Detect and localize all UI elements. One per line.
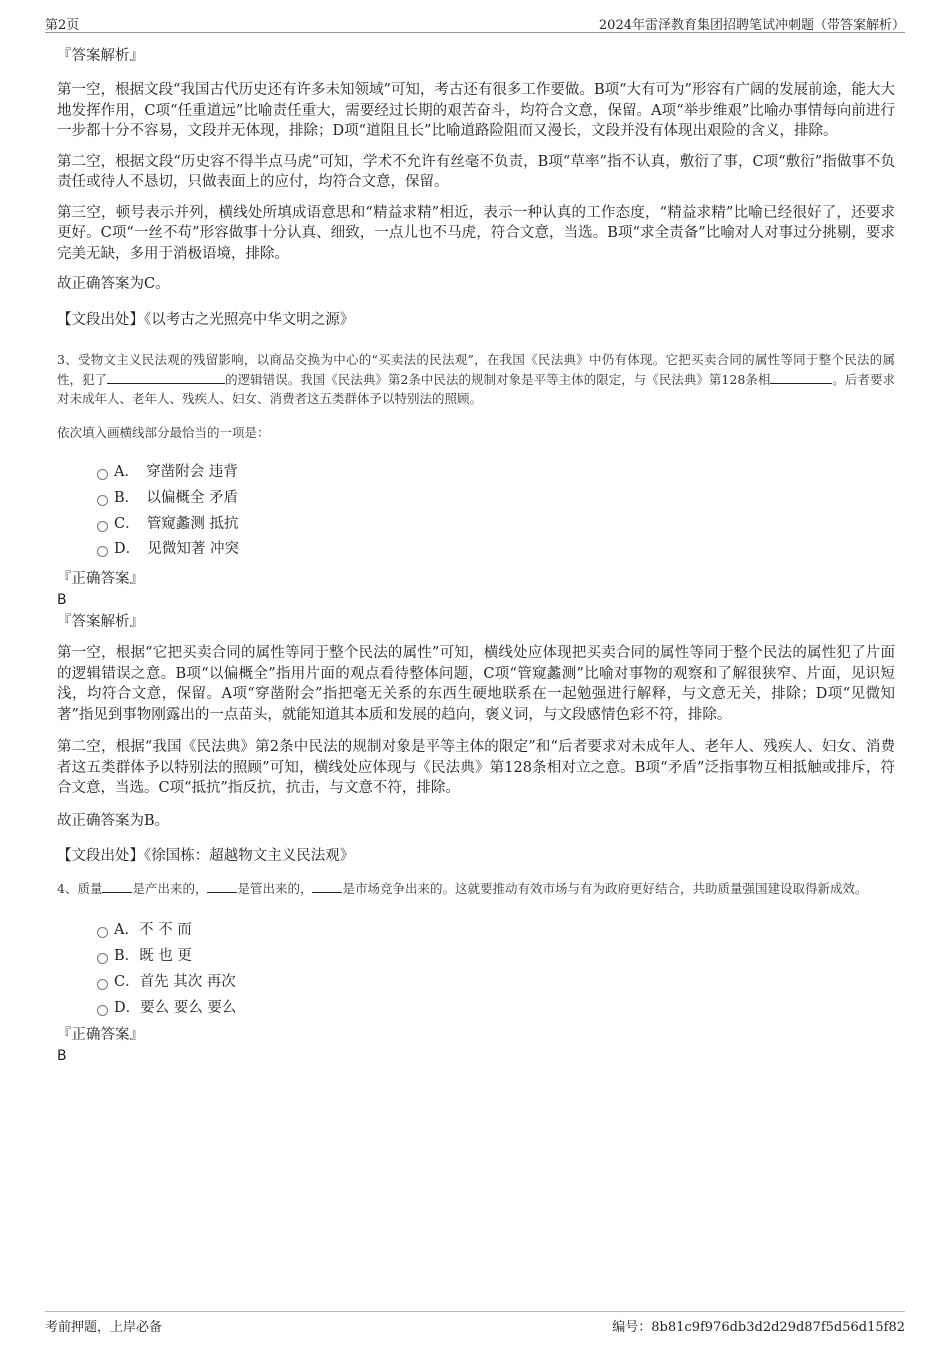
analysis-paragraph: 第二空，根据“我国《民法典》第2条中民法的规制对象是平等主体的限定”和“后者要求对未成年人、老年人、残疾人、妇女、消费者这五类群体予以特别法的照顾”可知，横线处应体现与《民法典》第128条相对立之意。B项“矛盾”泛指事物互相抵触或排斥，符合文意，当选。C项“抵抗”指反抗，抗击，与文意不符，排除。 bbox=[57, 739, 895, 797]
document-title: 2024年雷泽教育集团招聘笔试冲刺题（带答案解析） bbox=[598, 18, 905, 33]
source-citation: 【文段出处】《徐国栋：超越物文主义民法观》 bbox=[57, 848, 355, 865]
analysis-paragraph: 第一空，根据文段“我国古代历史还有许多未知领域”可知，考古还有很多工作要做。B项“大有可为”形容有广阔的发展前途，能大大地发挥作用，C项“任重道远”比喻责任重大，需要经过长期的艰苦奋斗，均符合文意，保留。A项“举步维艰”比喻办事情每向前进行一步都十分不容易，文段并无体现，排除；D项“道阻且长”比喻道路险阻而又漫长，文段并没有体现出艰险的含义，排除。 bbox=[57, 82, 895, 139]
source-citation: 【文段出处】《以考古之光照亮中华文明之源》 bbox=[57, 311, 355, 328]
option-c[interactable]: C． 管窥蠡测 抵抗 bbox=[57, 512, 895, 538]
options-list bbox=[57, 918, 895, 1021]
option-d[interactable]: D． 见微知著 冲突 bbox=[57, 537, 895, 563]
answer-blank bbox=[102, 880, 132, 893]
option-b[interactable]: B． 以偏概全 矛盾 bbox=[57, 486, 895, 512]
radio-icon[interactable] bbox=[97, 546, 108, 557]
answer-blank bbox=[770, 371, 832, 384]
answer-conclusion: 故正确答案为B。 bbox=[57, 812, 170, 829]
footer-slogan: 考前押题，上岸必备 bbox=[45, 1320, 163, 1335]
analysis-label: 『答案解析』 bbox=[57, 614, 144, 631]
analysis-label: 『答案解析』 bbox=[57, 48, 144, 64]
radio-icon[interactable] bbox=[97, 953, 108, 964]
correct-answer-label: 『正确答案』 bbox=[57, 571, 144, 588]
correct-answer: B bbox=[57, 1048, 67, 1065]
radio-icon[interactable] bbox=[97, 979, 108, 990]
document-body bbox=[57, 46, 895, 1065]
correct-answer: B bbox=[57, 592, 67, 609]
radio-icon[interactable] bbox=[97, 469, 108, 480]
option-b[interactable]: B．既 也 更 bbox=[57, 944, 895, 970]
answer-blank bbox=[312, 880, 342, 893]
question-4-stem: 4、质量 是产出来的， 是管出来的， 是市场竞争出来的。这就要推动有效市场与有为政府更好结合，共助质量强国建设取得新成效。 bbox=[57, 880, 868, 896]
radio-icon[interactable] bbox=[97, 927, 108, 938]
answer-blank bbox=[107, 371, 225, 384]
answer-conclusion: 故正确答案为C。 bbox=[57, 276, 170, 292]
radio-icon[interactable] bbox=[97, 495, 108, 506]
question-prompt: 依次填入画横线部分最恰当的一项是： bbox=[57, 424, 270, 440]
options-list bbox=[57, 460, 895, 563]
answer-blank bbox=[207, 880, 237, 893]
option-c[interactable]: C．首先 其次 再次 bbox=[57, 970, 895, 996]
radio-icon[interactable] bbox=[97, 521, 108, 532]
analysis-paragraph: 第一空，根据“它把买卖合同的属性等同于整个民法的属性”可知，横线处应体现把买卖合同的属性等同于整个民法的属性犯了片面的逻辑错误之意。B项“以偏概全”指用片面的观点看待整体问题，C项“管窥蠡测”比喻对事物的观察和了解很狭窄、片面，见识短浅，均符合文意，保留。A项“穿凿附会”指把毫无关系的东西生硬地联系在一起勉强进行解释，与文意无关，排除；D项“见微知著”指见到事物刚露出的一点苗头，就能知道其本质和发展的趋向，褒义词，与文段感情色彩不符，排除。 bbox=[57, 645, 895, 723]
page-footer bbox=[45, 1311, 905, 1334]
analysis-paragraph: 第三空，顿号表示并列，横线处所填成语意思和“精益求精”相近，表示一种认真的工作态度，“精益求精”比喻已经很好了，还要求更好。C项“一丝不苟”形容做事十分认真、细致，一点儿也不马虎，符合文意，当选。B项“求全责备”比喻对人对事过分挑剔，要求完美无缺，多用于消极语境，排除。 bbox=[57, 204, 895, 262]
option-d[interactable]: D．要么 要么 要么 bbox=[57, 996, 895, 1022]
analysis-paragraph: 第二空，根据文段“历史容不得半点马虎”可知，学术不允许有丝毫不负责，B项“草率”指不认真，敷衍了事，C项“敷衍”指做事不负责任或待人不恳切，只做表面上的应付，均符合文意，保留。 bbox=[57, 153, 895, 190]
page-number: 第2页 bbox=[45, 18, 80, 33]
correct-answer-label: 『正确答案』 bbox=[57, 1027, 144, 1044]
radio-icon[interactable] bbox=[97, 1005, 108, 1016]
question-3-stem: 3、受物文主义民法观的残留影响，以商品交换为中心的“买卖法的民法观”，在我国《民法典》中仍有体现。它把买卖合同的属性等同于整个民法的属性，犯了 的逻辑错误。我国《民法典》第2条中民法的规制对象是平等主体的限定，与《民法典》第128条相 。后者要求对未成年人、老年人、残疾人、妇女、消费者这五类群体予以特别法的照顾。 bbox=[57, 352, 895, 406]
option-a[interactable]: A． 穿凿附会 违背 bbox=[57, 460, 895, 486]
document-id: 编号：8b81c9f976db3d2d29d87f5d56d15f82 bbox=[612, 1320, 905, 1335]
option-a[interactable]: A．不 不 而 bbox=[57, 918, 895, 944]
page-header bbox=[45, 12, 905, 33]
